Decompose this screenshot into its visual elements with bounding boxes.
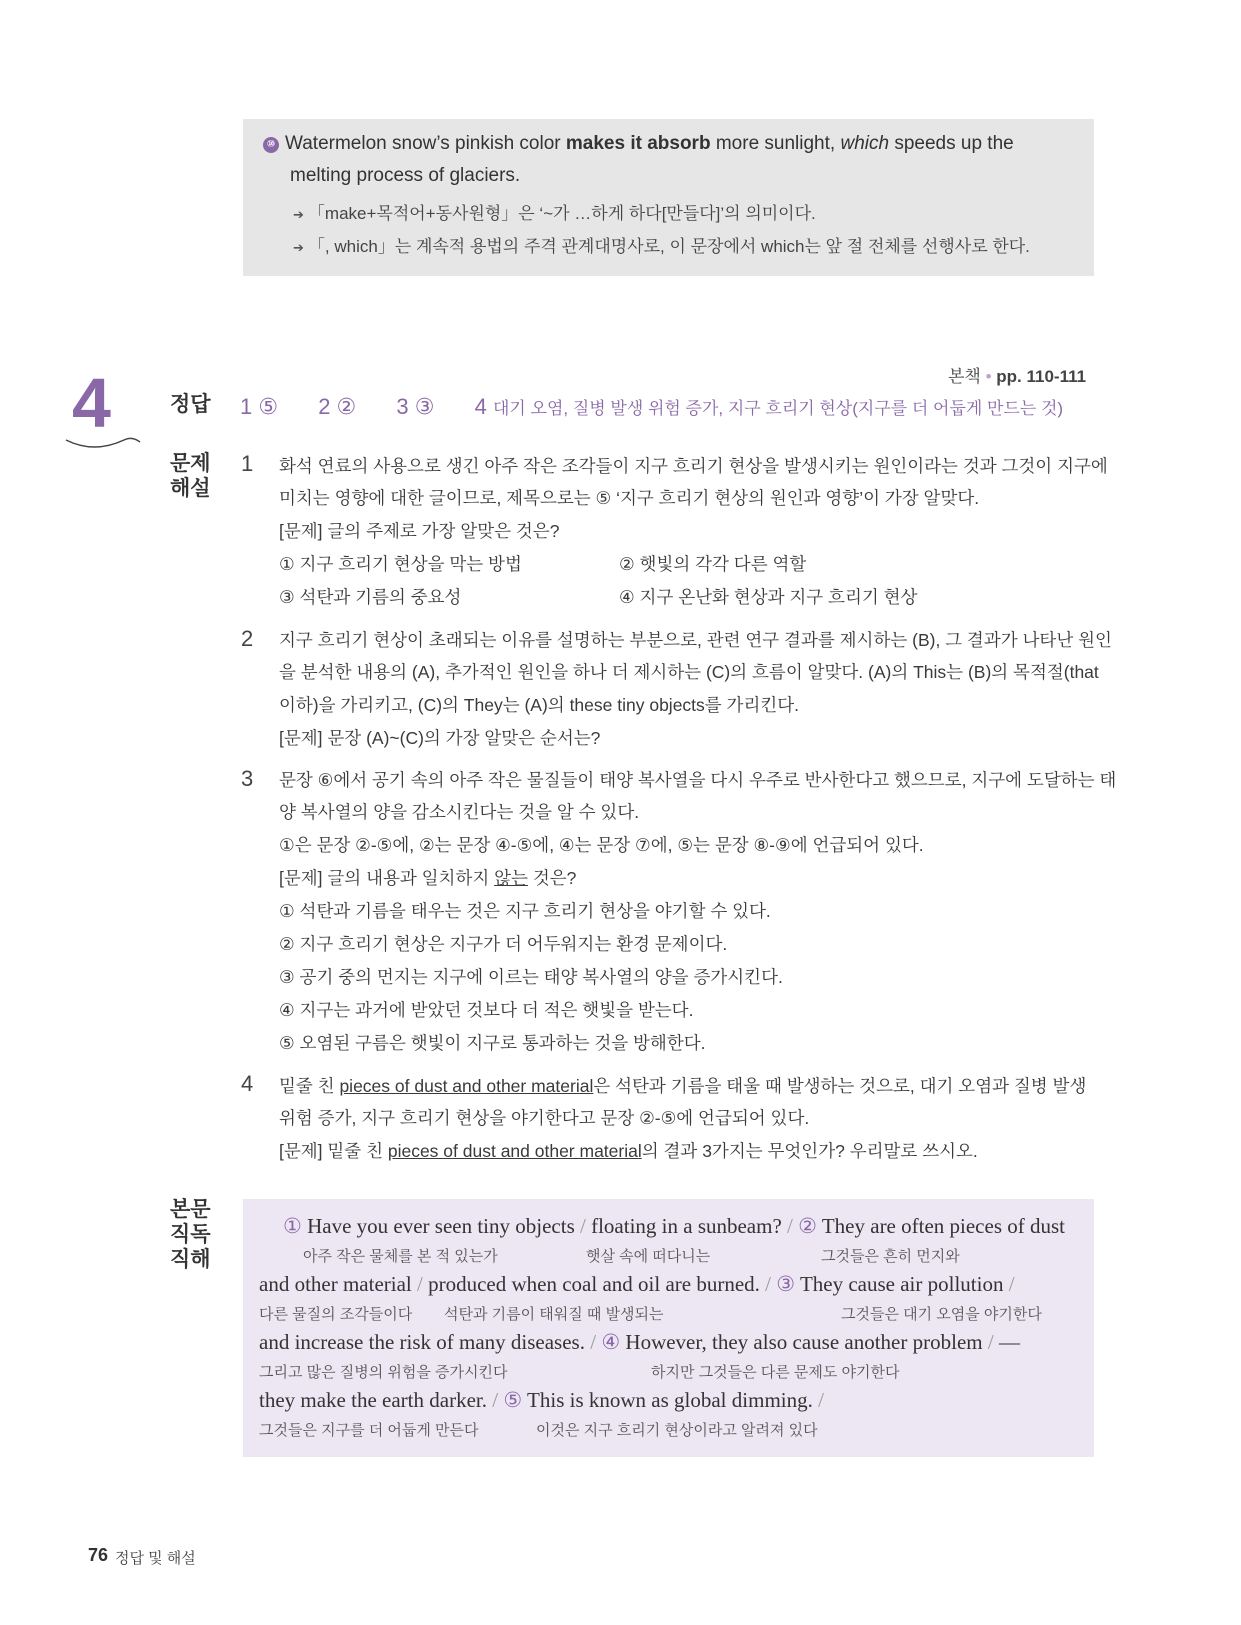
q1-line-1: 화석 연료의 사용으로 생긴 아주 작은 조각들이 지구 흐리기 현상을 발생시키는 원인이라는 것과 그것이 지구에	[279, 456, 1108, 476]
sentence-number: ④	[601, 1330, 621, 1354]
question-number-3: 3	[241, 766, 254, 791]
label-line: 문제	[170, 452, 211, 475]
reading-row-1-english	[283, 1214, 1065, 1239]
text: [문제] 밑줄 친	[279, 1141, 388, 1161]
section-number-underline-icon	[64, 432, 144, 454]
sentence-number-badge: ⑩	[263, 137, 279, 153]
slash-divider: /	[580, 1214, 586, 1238]
reading-row-2-korean-3: 그것들은 대기 오염을 야기한다	[841, 1306, 1042, 1323]
chunk: floating in a sunbeam?	[591, 1214, 782, 1238]
slash-divider: /	[987, 1330, 994, 1354]
sentence-text: speeds up the	[889, 133, 1014, 154]
q3-option-3: ③ 공기 중의 먼지는 지구에 이르는 태양 복사열의 양을 증가시킨다.	[279, 967, 783, 987]
label-line: 본문	[170, 1198, 211, 1221]
reading-row-4-english	[259, 1388, 824, 1413]
slash-divider: /	[765, 1272, 771, 1296]
q2-line-3: 이하)을 가리키고, (C)의 They는 (A)의 these tiny objects를 가리킨다.	[279, 695, 800, 715]
section-number: 4	[72, 364, 111, 442]
sentence-number: ①	[283, 1214, 302, 1238]
q3-question	[279, 865, 576, 890]
source-pages: pp. 110-111	[996, 367, 1087, 386]
q1-option-4: ④ 지구 온난화 현상과 지구 흐리기 현상	[619, 587, 918, 607]
sentence-bold: makes it absorb	[565, 133, 711, 154]
reading-label	[170, 1197, 211, 1273]
direct-reading-box	[243, 1199, 1094, 1457]
footer-title: 정답 및 해설	[115, 1550, 196, 1567]
slash-divider: /	[590, 1330, 597, 1354]
em-dash: —	[998, 1330, 1020, 1354]
text: 은 석탄과 기름을 태울 때 발생하는 것으로, 대기 오염과 질병 발생	[593, 1076, 1087, 1096]
chunk: and increase the risk of many diseases.	[259, 1330, 585, 1354]
chunk: produced when coal and oil are burned.	[428, 1272, 760, 1296]
question-number-4: 4	[241, 1071, 254, 1096]
label-line: 해설	[170, 477, 211, 501]
q1-option-3: ③ 석탄과 기름의 중요성	[279, 587, 462, 607]
grammar-sentence-line-1	[263, 133, 1014, 155]
chunk: This is known as global dimming.	[527, 1388, 813, 1412]
grammar-note-box	[243, 119, 1094, 276]
answer-4-num: 4	[474, 394, 487, 419]
reading-row-2-korean-1: 다른 물질의 조각들이다	[259, 1306, 413, 1323]
q3-line-3: ①은 문장 ②-⑤에, ②는 문장 ④-⑤에, ④는 문장 ⑦에, ⑤는 문장 ⑧-⑨에 언급되어 있다.	[279, 835, 924, 855]
sentence-text: Watermelon snow’s pinkish color	[285, 133, 566, 154]
reading-row-2-english	[259, 1272, 1015, 1297]
q2-question: [문제] 문장 (A)~(C)의 가장 알맞은 순서는?	[279, 728, 601, 748]
q1-option-1: ① 지구 흐리기 현상을 막는 방법	[279, 554, 522, 574]
chunk: They are often pieces of dust	[821, 1214, 1065, 1238]
q2-line-2: 을 분석한 내용의 (A), 추가적인 원인을 하나 더 제시하는 (C)의 흐름이 알맞다. (A)의 This는 (B)의 목적절(that	[279, 662, 1099, 682]
reading-row-2-korean-2: 석탄과 기름이 태워질 때 발생되는	[444, 1306, 664, 1323]
sentence-number: ③	[776, 1272, 796, 1296]
slash-divider: /	[417, 1272, 423, 1296]
text: 밑줄 친	[279, 1076, 340, 1096]
slash-divider: /	[1008, 1272, 1015, 1296]
label-line: 직해	[170, 1248, 211, 1272]
chunk: Have you ever seen tiny objects	[307, 1214, 575, 1238]
note-text: 「, which」는 계속적 용법의 주격 관계대명사로, 이 문장에서 which는 앞 절 전체를 선행사로 한다.	[307, 237, 1030, 256]
q3-option-2: ② 지구 흐리기 현상은 지구가 더 어두워지는 환경 문제이다.	[279, 934, 728, 954]
page-number: 76	[88, 1545, 109, 1565]
reading-row-1-korean-3: 그것들은 흔히 먼지와	[821, 1248, 960, 1265]
underlined-phrase: pieces of dust and other material	[387, 1141, 642, 1161]
label-line: 직독	[170, 1223, 211, 1247]
reading-row-4-korean-1: 그것들은 지구를 더 어둡게 만든다	[259, 1422, 479, 1439]
reading-row-3-english	[259, 1330, 1020, 1355]
q1-line-2: 미치는 영향에 대한 글이므로, 제목으로는 ⑤ ‘지구 흐리기 현상의 원인과 영향’이 가장 알맞다.	[279, 488, 980, 508]
reading-row-3-korean-2: 하지만 그것들은 다른 문제도 야기한다	[651, 1364, 900, 1381]
q2-line-1: 지구 흐리기 현상이 초래되는 이유를 설명하는 부분으로, 관련 연구 결과를 제시하는 (B), 그 결과가 나타난 원인	[279, 630, 1112, 650]
chunk: they make the earth darker.	[259, 1388, 487, 1412]
q3-line-1: 문장 ⑥에서 공기 속의 아주 작은 물질들이 태양 복사열을 다시 우주로 반사한다고 했으므로, 지구에 도달하는 태	[279, 770, 1117, 790]
answer-2: 2 ②	[318, 394, 357, 419]
q3-line-2: 양 복사열의 양을 감소시킨다는 것을 알 수 있다.	[279, 802, 640, 822]
answer-label: 정답	[170, 393, 211, 416]
chunk: They cause air pollution	[799, 1272, 1004, 1296]
q1-question: [문제] 글의 주제로 가장 알맞은 것은?	[279, 521, 560, 541]
sentence-text: more sunlight,	[710, 133, 841, 154]
question-text: [문제] 글의 내용과 일치하지	[279, 868, 495, 888]
q4-line-1	[279, 1073, 1086, 1098]
q1-option-2: ② 햇빛의 각각 다른 역할	[619, 554, 807, 574]
chunk: However, they also cause another problem	[625, 1330, 983, 1354]
answer-list	[240, 394, 1063, 420]
dot-icon: •	[985, 367, 992, 386]
chunk: and other material	[259, 1272, 412, 1296]
note-text: 「make+목적어+동사원형」은 ‘~가 …하게 하다[만들다]’의 의미이다.	[307, 204, 816, 223]
grammar-note-1	[293, 199, 816, 224]
q3-option-5: ⑤ 오염된 구름은 햇빛이 지구로 통과하는 것을 방해한다.	[279, 1033, 706, 1053]
answer-4-text: 대기 오염, 질병 발생 위험 증가, 지구 흐리기 현상(지구를 더 어둡게 만드는 것)	[492, 399, 1064, 418]
arrow-icon: ➔	[293, 207, 304, 222]
answer-3: 3 ③	[396, 394, 435, 419]
grammar-note-2	[293, 232, 1030, 257]
underlined-word: 않는	[494, 868, 528, 888]
reading-row-4-korean-2: 이것은 지구 흐리기 현상이라고 알려져 있다	[536, 1422, 818, 1439]
question-number-1: 1	[241, 451, 254, 476]
q4-question	[279, 1138, 978, 1163]
explanation-label	[170, 451, 211, 501]
text: 의 결과 3가지는 무엇인가? 우리말로 쓰시오.	[641, 1141, 978, 1161]
slash-divider: /	[787, 1214, 793, 1238]
q4-line-2: 위험 증가, 지구 흐리기 현상을 야기한다고 문장 ②-⑤에 언급되어 있다.	[279, 1108, 810, 1128]
source-label: 본책	[948, 367, 981, 386]
arrow-icon: ➔	[293, 240, 304, 255]
underlined-phrase: pieces of dust and other material	[339, 1076, 594, 1096]
reading-row-3-korean-1: 그리고 많은 질병의 위험을 증가시킨다	[259, 1364, 508, 1381]
reading-row-1-korean-1: 아주 작은 물체를 본 적 있는가	[303, 1248, 498, 1265]
grammar-sentence-line-2: melting process of glaciers.	[290, 165, 521, 186]
sentence-number: ⑤	[503, 1388, 523, 1412]
source-reference	[948, 362, 1086, 387]
reading-row-1-korean-2: 햇살 속에 떠다니는	[586, 1248, 711, 1265]
sentence-italic: which	[840, 133, 890, 154]
slash-divider: /	[818, 1388, 824, 1412]
question-text: 것은?	[527, 868, 577, 888]
answer-1: 1 ⑤	[240, 394, 279, 419]
q3-option-4: ④ 지구는 과거에 받았던 것보다 더 적은 햇빛을 받는다.	[279, 1000, 694, 1020]
q3-option-1: ① 석탄과 기름을 태우는 것은 지구 흐리기 현상을 야기할 수 있다.	[279, 901, 771, 921]
slash-divider: /	[492, 1388, 499, 1412]
question-number-2: 2	[241, 626, 254, 651]
sentence-number: ②	[798, 1214, 817, 1238]
